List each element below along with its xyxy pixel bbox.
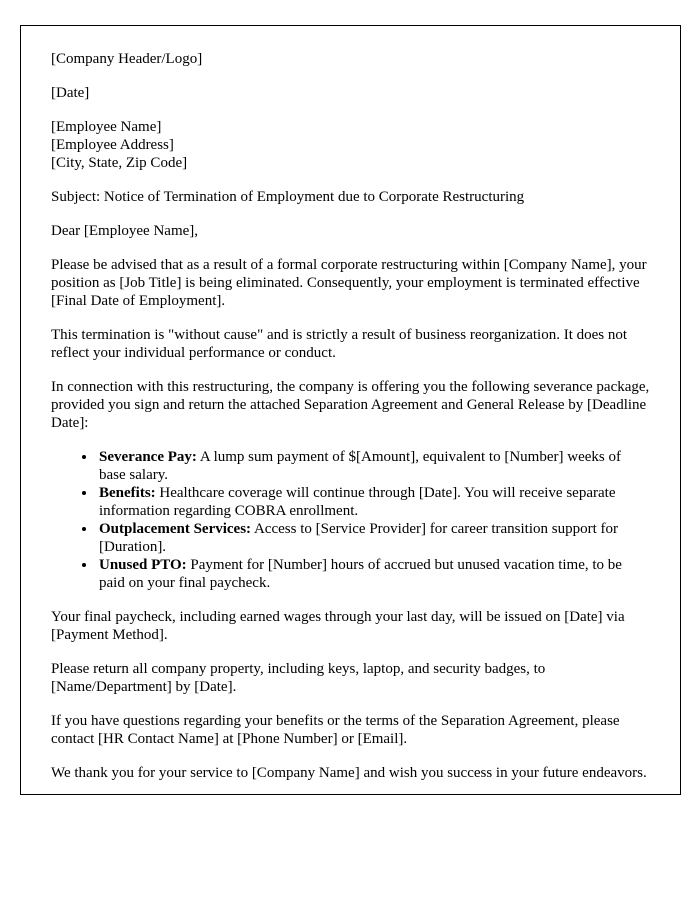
- list-item-severance-pay: [97, 448, 650, 484]
- paragraph-questions-contact: If you have questions regarding your benefits or the terms of the Separation Agreement, please contact [HR Contact Name] at [Phone Number] or [Email].: [51, 713, 620, 747]
- paragraph-thanks: We thank you for your service to [Company Name] and wish you success in your future endeavors.: [51, 765, 647, 781]
- list-item-label: Benefits:: [99, 485, 156, 501]
- severance-package-list: [51, 448, 650, 592]
- list-item-benefits: [97, 484, 650, 520]
- list-item-text: Access to [Service Provider] for career transition support for [Duration].: [99, 521, 619, 555]
- list-item-label: Unused PTO:: [99, 557, 187, 573]
- paragraph-without-cause: This termination is "without cause" and is strictly a result of business reorganization. It does not reflect your individual performance or conduct.: [51, 327, 628, 361]
- termination-letter-page: [20, 25, 681, 795]
- salutation: Dear [Employee Name],: [51, 223, 199, 239]
- recipient-city-state-zip: [City, State, Zip Code]: [51, 155, 188, 171]
- list-item-label: Severance Pay:: [99, 449, 197, 465]
- paragraph-final-paycheck: Your final paycheck, including earned wages through your last day, will be issued on [Date] via [Payment Method].: [51, 609, 625, 643]
- list-item-text: Healthcare coverage will continue through [Date]. You will receive separate information regarding COBRA enrollment.: [99, 485, 616, 519]
- company-header-placeholder: [Company Header/Logo]: [51, 51, 203, 67]
- recipient-name: [Employee Name]: [51, 119, 162, 135]
- recipient-address: [Employee Address]: [51, 137, 174, 153]
- paragraph-company-property: Please return all company property, including keys, laptop, and security badges, to [Name/Department] by [Date].: [51, 661, 546, 695]
- list-item-outplacement: [97, 520, 650, 556]
- recipient-address-block: [51, 118, 650, 172]
- date-placeholder: [Date]: [51, 85, 90, 101]
- paragraph-restructuring: Please be advised that as a result of a formal corporate restructuring within [Company Name], your position as [Job Title] is being eliminated. Consequently, your employment is terminated effective [Final Date of Employment].: [51, 257, 647, 309]
- paragraph-severance-intro: In connection with this restructuring, the company is offering you the following severance package, provided you sign and return the attached Separation Agreement and General Release by [Deadline Date]:: [51, 379, 650, 431]
- list-item-text: Payment for [Number] hours of accrued but unused vacation time, to be paid on your final paycheck.: [99, 557, 622, 591]
- list-item-unused-pto: [97, 556, 650, 592]
- list-item-label: Outplacement Services:: [99, 521, 252, 537]
- list-item-text: A lump sum payment of $[Amount], equivalent to [Number] weeks of base salary.: [99, 449, 621, 483]
- subject-line: Subject: Notice of Termination of Employment due to Corporate Restructuring: [51, 189, 525, 205]
